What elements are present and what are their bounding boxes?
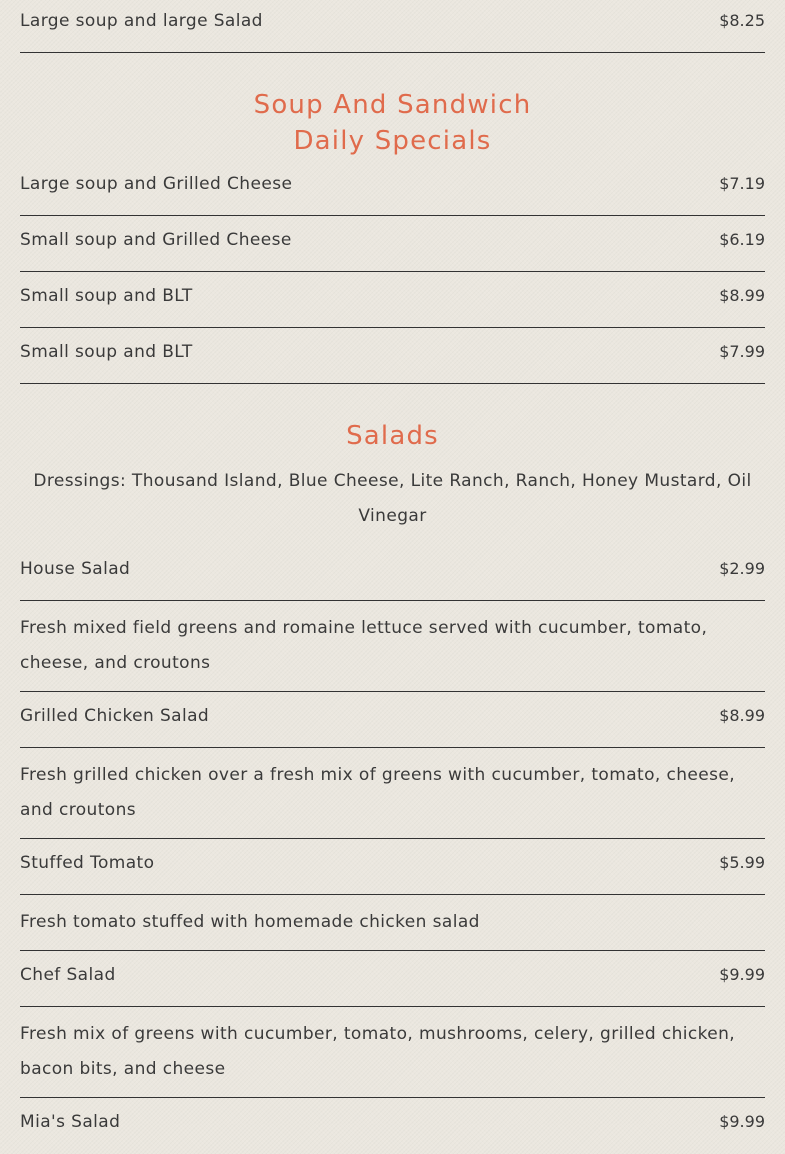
- menu-item-description: Fresh mixed field greens and romaine lettuce served with cucumber, tomato, cheese, and croutons: [20, 618, 708, 673]
- menu-item-price: $8.99: [719, 706, 765, 725]
- menu-item-description: Fresh grilled chicken over a fresh mix of greens with cucumber, tomato, cheese, and croutons: [20, 765, 736, 820]
- section-heading-salads: Salads: [346, 421, 439, 451]
- menu-item-description-row: [20, 601, 765, 692]
- menu-item-description-row: [20, 895, 765, 951]
- menu-item-price: $8.99: [719, 286, 765, 305]
- menu-item-row: [20, 692, 765, 748]
- menu-item-row: [20, 0, 765, 53]
- menu-item-row: [20, 545, 765, 601]
- menu-item-name: Small soup and BLT: [20, 286, 193, 306]
- menu-item-name: Small soup and BLT: [20, 342, 193, 362]
- menu-item-row: [20, 839, 765, 895]
- menu-item-name: Small soup and Grilled Cheese: [20, 230, 292, 250]
- menu-item-description-row: [20, 1007, 765, 1098]
- menu-item-price: $9.99: [719, 1112, 765, 1131]
- menu-item-price: $8.25: [719, 11, 765, 30]
- menu-item-description: Fresh mix of greens with cucumber, tomato, mushrooms, celery, grilled chicken, bacon bits, and cheese: [20, 1024, 736, 1079]
- menu-item-description: Fresh tomato stuffed with homemade chicken salad: [20, 912, 480, 932]
- menu-item-name: Large soup and large Salad: [20, 11, 263, 31]
- heading-line: Soup And Sandwich: [253, 90, 532, 120]
- menu-item-name: Large soup and Grilled Cheese: [20, 174, 293, 194]
- dressings-note: Dressings: Thousand Island, Blue Cheese, Lite Ranch, Ranch, Honey Mustard, Oil Vinegar: [33, 471, 752, 526]
- menu-item-price: $7.19: [719, 174, 765, 193]
- menu-item-name: Chef Salad: [20, 965, 116, 985]
- menu-item-price: $5.99: [719, 853, 765, 872]
- menu-item-row: [20, 1098, 765, 1154]
- menu-item-price: $2.99: [719, 559, 765, 578]
- section-heading-soup-sandwich: [20, 87, 765, 159]
- menu-item-name: Stuffed Tomato: [20, 853, 155, 873]
- menu-item-description-row: [20, 748, 765, 839]
- heading-line: Daily Specials: [293, 126, 492, 156]
- menu-item-row: [20, 272, 765, 328]
- menu-item-row: [20, 951, 765, 1007]
- menu-item-name: Grilled Chicken Salad: [20, 706, 210, 726]
- menu-item-name: House Salad: [20, 559, 131, 579]
- menu-item-row: [20, 328, 765, 384]
- menu-item-row: [20, 216, 765, 272]
- menu-item-price: $6.19: [719, 230, 765, 249]
- menu-item-price: $7.99: [719, 342, 765, 361]
- menu-item-price: $9.99: [719, 965, 765, 984]
- menu-item-row: [20, 160, 765, 216]
- menu-item-name: Mia's Salad: [20, 1112, 121, 1132]
